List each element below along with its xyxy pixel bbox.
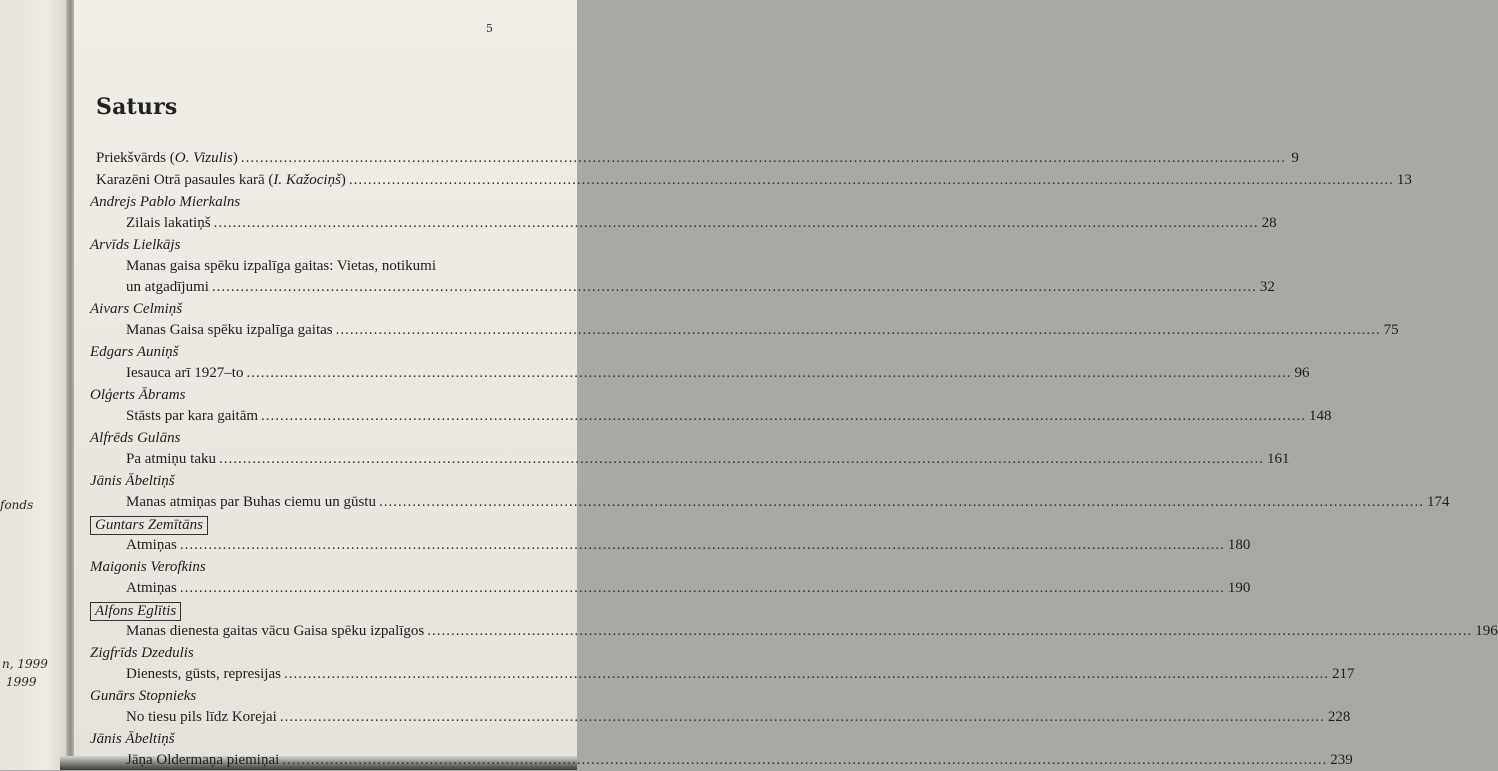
dot-leader: ............................................................................................................................................................................................................................ <box>378 494 1424 510</box>
toc-item <box>126 408 1332 427</box>
page-title: Saturs <box>96 94 178 120</box>
toc-item <box>126 258 515 277</box>
dot-leader: ............................................................................................................................................................................................................................ <box>179 537 1225 553</box>
toc-entry-title: No tiesu pils līdz Korejai <box>126 709 277 725</box>
toc-item <box>126 537 1251 556</box>
toc-page-number: 148 <box>1309 408 1332 424</box>
author-name: Jānis Ābeltiņš <box>90 473 175 489</box>
toc-page-number: 13 <box>1396 172 1412 188</box>
toc-item <box>126 666 1355 685</box>
toc-author <box>90 301 182 320</box>
left-page-fragment: n, 1999 <box>2 657 48 671</box>
toc-page-number: 239 <box>1330 752 1353 768</box>
author-name: Jānis Ābeltiņš <box>90 731 175 747</box>
toc-author <box>90 559 206 578</box>
toc-page-number: 180 <box>1227 537 1251 553</box>
editor-name: I. Kažociņš <box>273 172 341 188</box>
toc-page-number: 174 <box>1426 494 1450 510</box>
toc-author <box>90 473 175 492</box>
dot-leader: ............................................................................................................................................................................................................................ <box>211 279 1257 295</box>
toc-author <box>90 602 181 621</box>
toc-page-number: 196 <box>1475 623 1498 639</box>
toc-item <box>126 279 1275 298</box>
toc-item <box>126 215 1277 234</box>
toc-page-number: 32 <box>1259 279 1275 295</box>
author-name: Zigfrīds Dzedulis <box>90 645 194 661</box>
dot-leader: ............................................................................................................................................................................................................................ <box>213 215 1259 231</box>
toc-item <box>126 322 1399 341</box>
toc-entry-title: Iesauca arī 1927–to <box>126 365 244 381</box>
toc-item <box>126 365 1310 384</box>
page-number: 5 <box>486 22 493 35</box>
toc-entry-title: un atgadījumi <box>126 279 209 295</box>
toc-author <box>90 344 178 363</box>
toc-entry-title: Atmiņas <box>126 580 177 596</box>
toc-entry-title: Stāsts par kara gaitām <box>126 408 259 424</box>
dot-leader: ............................................................................................................................................................................................................................ <box>282 752 1328 768</box>
dot-leader: ............................................................................................................................................................................................................................ <box>335 322 1381 338</box>
author-name: Gunārs Stopnieks <box>90 688 197 704</box>
toc-entry-title: Manas Gaisa spēku izpalīga gaitas <box>126 322 333 338</box>
toc-author <box>90 237 180 256</box>
dot-leader: ............................................................................................................................................................................................................................ <box>261 408 1307 424</box>
toc-page-number: 96 <box>1294 365 1310 381</box>
toc-entry <box>96 172 1412 191</box>
dot-leader: ............................................................................................................................................................................................................................ <box>219 451 1264 467</box>
toc-entry-title: Priekšvārds (O. Vizulis) <box>96 150 238 166</box>
toc-author <box>90 387 185 406</box>
toc-item <box>126 580 1251 599</box>
dot-leader: ............................................................................................................................................................................................................................ <box>279 709 1325 725</box>
toc-author <box>90 194 240 213</box>
toc-item <box>126 451 1290 470</box>
toc-entry-title: Jāņa Oldermaņa piemiņai <box>126 752 280 768</box>
toc-page-number: 161 <box>1267 451 1290 467</box>
toc-entry-title: Manas dienesta gaitas vācu Gaisa spēku izpalīgos <box>126 623 425 639</box>
toc-entry-title: Dienests, gūsts, represijas <box>126 666 281 682</box>
dot-leader: ............................................................................................................................................................................................................................ <box>348 172 1394 188</box>
author-name: Alfons Eglītis <box>90 602 181 621</box>
author-name: Aivars Celmiņš <box>90 301 183 317</box>
toc-author <box>90 731 175 750</box>
toc-entry-title: Atmiņas <box>126 537 177 553</box>
author-name: Maigonis Verofkins <box>90 559 206 575</box>
toc-entry-title: Karazēni Otrā pasaules karā (I. Kažociņš) <box>96 172 346 188</box>
dot-leader: ............................................................................................................................................................................................................................ <box>427 623 1473 639</box>
editor-name: O. Vizulis <box>174 150 233 166</box>
toc-entry-title: Manas atmiņas par Buhas ciemu un gūstu <box>126 494 376 510</box>
toc-item <box>126 752 1353 771</box>
author-name: Guntars Zemītāns <box>90 516 208 535</box>
author-name: Edgars Auniņš <box>90 344 179 360</box>
toc-entry-title: Zilais lakatiņš <box>126 215 211 231</box>
left-page-fragment: 1999 <box>6 675 37 689</box>
dot-leader: ............................................................................................................................................................................................................................ <box>240 150 1286 166</box>
dot-leader: ............................................................................................................................................................................................................................ <box>283 666 1329 682</box>
toc-item <box>126 494 1450 513</box>
toc-item <box>126 623 1498 642</box>
toc-page-number: 217 <box>1331 666 1355 682</box>
left-page-fragment: fonds <box>0 498 34 512</box>
author-name: Alfrēds Gulāns <box>90 430 181 446</box>
toc-author <box>90 516 208 535</box>
author-name: Andrejs Pablo Mierkalns <box>90 194 241 210</box>
dot-leader: ............................................................................................................................................................................................................................ <box>246 365 1292 381</box>
toc-entry <box>96 150 1299 169</box>
author-name: Olģerts Ābrams <box>90 387 186 403</box>
toc-page-number: 28 <box>1261 215 1277 231</box>
toc-author <box>90 645 194 664</box>
toc-item <box>126 709 1351 728</box>
toc-author <box>90 688 196 707</box>
dot-leader: ............................................................................................................................................................................................................................ <box>179 580 1225 596</box>
toc-page-number: 228 <box>1327 709 1351 725</box>
toc-page-number: 75 <box>1383 322 1399 338</box>
toc-entry-title: Pa atmiņu taku <box>126 451 216 467</box>
author-name: Arvīds Lielkājs <box>90 237 181 253</box>
toc-entry-title: Manas gaisa spēku izpalīga gaitas: Vietas, notikumi <box>126 258 437 274</box>
toc-author <box>90 430 180 449</box>
toc-page-number: 9 <box>1291 150 1299 166</box>
toc-page-number: 190 <box>1227 580 1251 596</box>
